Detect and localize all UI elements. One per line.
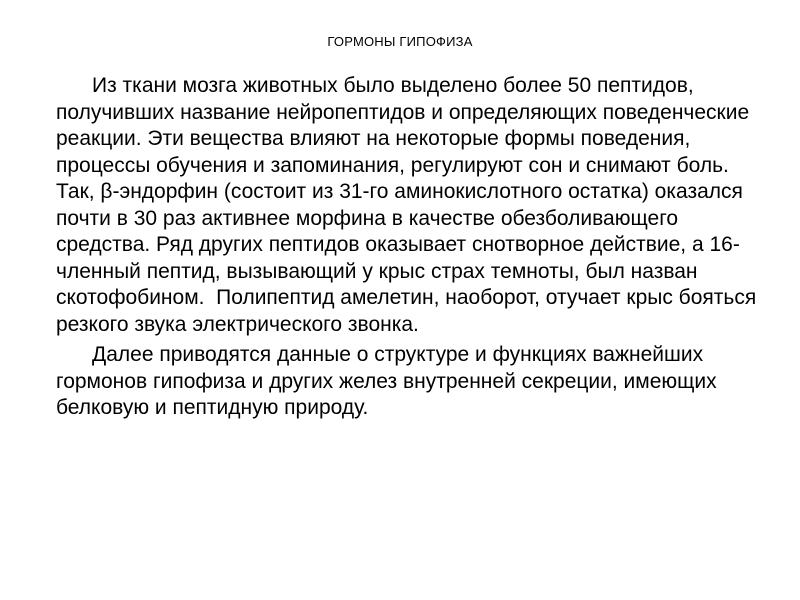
- slide-body: [56, 73, 768, 426]
- slide-title: ГОРМОНЫ ГИПОФИЗА: [327, 34, 473, 49]
- body-paragraph-1: Из ткани мозга животных было выделено более 50 пептидов, получивших название нейропептидов и определяющих поведенческие реакции. Эти вещества влияют на некоторые формы поведения, процессы обучения и запоминания, регулируют сон и снимают боль. Так, β-эндорфин (состоит из 31-го аминокислотного остатка) оказался почти в 30 раз активнее морфина в качестве обезболивающего средства. Ряд других пептидов оказывает снотворное действие, а 16-членный пептид, вызывающий у крыс страх темноты, был назван скотофобином. Полипептид амелетин, наоборот, отучает крыс бояться резкого звука электрического звонка.: [56, 74, 763, 336]
- body-paragraph-2: Далее приводятся данные о структуре и функциях важнейших гормонов гипофиза и других желез внутренней секреции, имеющих белковую и пептидную природу.: [56, 343, 723, 419]
